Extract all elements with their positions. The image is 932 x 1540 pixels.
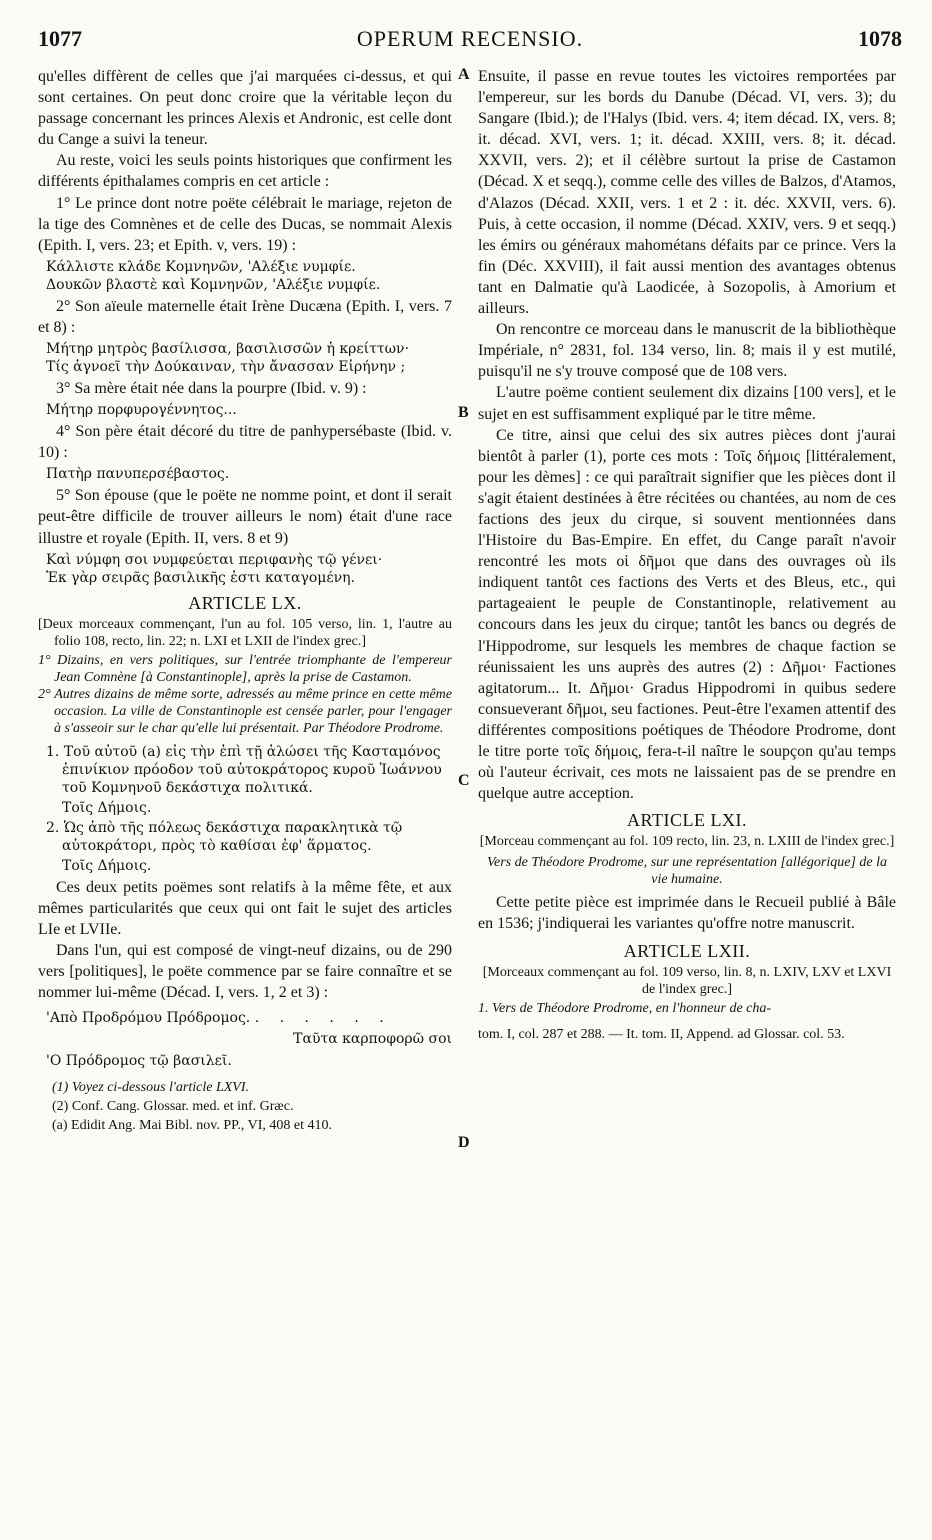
margin-letter-d: D bbox=[458, 1134, 470, 1151]
article-note: [Deux morceaux commençant, l'un au fol. 105 verso, lin. 1, l'autre au folio 108, recto, lin. 22; n. LXI et LXII de l'index grec.] bbox=[38, 616, 452, 649]
left-column bbox=[38, 66, 452, 1135]
greek-verse: Ἐκ γὰρ σειρᾶς βασιλικῆς ἐστι καταγομένη. bbox=[46, 569, 355, 586]
ellipsis-dots: . . . . . . bbox=[254, 1010, 392, 1027]
paragraph: Ensuite, il passe en revue toutes les victoires remportées par l'empereur, sur les bords du Danube (Décad. VI, vers. 3); du Sangare (Ibid.); de l'Halys (Ibid. vers. 4; item décad. IX, vers. 8; it. décad. XVI, vers. 1; it. décad. XXIII, vers. 8; it. décad. XXVII, vers. 2); et il célèbre surtout la prise de Castamon (Décad. X et seqq.), comme celle des villes de Balzos, d'Atamos, d'Alazos (Décad. XXII, vers. 1 et 2 : it. déc. XXVII, vers. 6). Puis, à cette occasion, il nomme (Décad. XXIV, vers. 9 et seqq.) les émirs ou généraux mahométans défaits par ce prince. Vers la fin (Déc. XXVIII), il fait aussi mention des avantages obtenus tant en Dalmatie qu'à Laodicée, à Sozopolis, à Amorium et ailleurs. bbox=[478, 68, 896, 318]
greek-verse: Κάλλιστε κλάδε Κομνηνῶν, 'Αλέξιε νυμφίε. bbox=[46, 258, 356, 275]
article-subtitle: Vers de Théodore Prodrome, sur une représentation [allégorique] de la vie humaine. bbox=[487, 855, 887, 888]
article-heading: ARTICLE LXII. bbox=[623, 940, 751, 961]
footnote: (a) Edidit Ang. Mai Bibl. nov. PP., VI, 408 et 410. bbox=[52, 1118, 332, 1134]
footnote-continuation bbox=[478, 1025, 896, 1044]
article-item: 1° Dizains, en vers politiques, sur l'entrée triomphante de l'empereur Jean Comnène [à Constantinople], après la prise de Castamon. bbox=[38, 652, 452, 685]
paragraph: 4° Son père était décoré du titre de panhypersébaste (Ibid. v. 10) : bbox=[38, 423, 452, 462]
margin-letter-a: A bbox=[458, 66, 470, 83]
greek-verse: Δουκῶν βλαστὲ καὶ Κομνηνῶν, 'Αλέξιε νυμφίε. bbox=[46, 276, 381, 293]
paragraph: On rencontre ce morceau dans le manuscrit de la bibliothèque Impériale, n° 2831, fol. 134 verso, lin. 8; mais il y est mutilé, puisqu'il ne s'y trouve composé que de 108 vers. bbox=[478, 321, 896, 381]
paragraph: 3° Sa mère était née dans la pourpre (Ibid. v. 9) : bbox=[56, 380, 367, 398]
paragraph: Cette petite pièce est imprimée dans le Recueil publié à Bâle en 1536; j'indiquerai les variantes qu'offre notre manuscrit. bbox=[478, 894, 896, 933]
margin-letter-c: C bbox=[458, 772, 470, 789]
greek-title: 1. Τοῦ αὐτοῦ (a) εἰς τὴν ἐπὶ τῇ ἁλώσει τῆς Κασταμόνος ἐπινίκιον πρόοδον τοῦ αὐτοκράτορος κυροῦ Ἰωάννου τοῦ Κομνηνοῦ δεκάστιχα πολιτικά. bbox=[46, 743, 442, 796]
greek-verse: 'Ο Πρόδρομος τῷ βασιλεῖ. bbox=[46, 1053, 232, 1070]
paragraph: Ces deux petits poëmes sont relatifs à la même fête, et aux mêmes particularités que ceux qui ont fait le sujet des articles LIe et LVIIe. bbox=[38, 878, 452, 938]
page-number-left: 1077 bbox=[38, 26, 82, 51]
footnote: (1) Voyez ci-dessous l'article LXVI. bbox=[52, 1080, 250, 1096]
paragraph: 2° Son aïeule maternelle était Irène Ducæna (Epith. I, vers. 7 et 8) : bbox=[38, 297, 452, 336]
article-item: 2° Autres dizains de même sorte, adressés au même prince en cette même occasion. La ville de Constantinople est censée parler, pour l'engager à s'asseoir sur le char qu'elle lui présentait. Par Théodore Prodrome. bbox=[38, 686, 452, 736]
paragraph: Dans l'un, qui est composé de vingt-neuf dizains, ou de 290 vers [politiques], le poëte commence par se faire connaître et se nommer lui-même (Décad. I, vers. 1, 2 et 3) : bbox=[38, 941, 452, 1002]
paragraph: L'autre poëme contient seulement dix dizains [100 vers], et le sujet en est suffisamment expliqué par le titre même. bbox=[478, 384, 896, 423]
greek-verse: Ταῦτα καρποφορῶ σοι bbox=[293, 1031, 452, 1048]
paragraph: 1° Le prince dont notre poëte célébrait le mariage, rejeton de la tige des Comnènes et de celle des Ducas, se nommait Alexis (Epith. I, vers. 23; et Epith. v, vers. 19) : bbox=[38, 194, 452, 254]
paragraph: Ce titre, ainsi que celui des six autres pièces dont j'aurai bientôt à parler (1), porte ces mots : Τοῖς δήμοις [littéralement, pour les dèmes] : ce qui paraîtrait signifier que les pièces dont il s'agit étaient destinées à être récitées ou chantées, au nom de ces factions des jeux du cirque, si souvent mentionnées dans l'Histoire du Bas-Empire. En effet, du Cange paraît n'avoir rencontré les mots οἱ δῆμοι que dans des ouvrages où ils indiquent tantôt ces factions des Verts et des Bleus, etc., qui partageaient le peuple de Constantinople, relativement au concours dans les jeux du cirque; tantôt les bancs ou degrés de l'Hippodrome, sur lesquels les membres de chaque faction se réunissaient les uns auprès des autres (2) : Δῆμοι· Factiones agitatorum... It. Δῆμοι· Gradus Hippodromi in quibus sedere consueverant δῆμοι, seu factiones. Peut-être l'examen attentif des différentes compositions poétiques de Théodore Prodrome, dont le titre porte τοῖς δήμοις, fera-t-il naître le soupçon qu'au temps où l'auteur écrivait, ces mots ne laissaient pas de se prendre en quelque autre acception. bbox=[478, 426, 896, 803]
article-item: 1. Vers de Théodore Prodrome, en l'honneur de cha- bbox=[478, 1000, 772, 1016]
greek-title: Τοῖς Δήμοις. bbox=[62, 799, 152, 816]
greek-verse: Μήτηρ μητρὸς βασίλισσα, βασιλισσῶν ἡ κρείττων· bbox=[46, 341, 410, 358]
greek-title: 2. Ὡς ἀπὸ τῆς πόλεως δεκάστιχα παρακλητικὰ τῷ αὐτοκράτορι, πρὸς τὸ καθίσαι ἐφ' ἅρματος. bbox=[46, 819, 403, 854]
greek-verse: Καὶ νύμφη σοι νυμφεύεται περιφανὴς τῷ γένει· bbox=[46, 551, 383, 568]
footnotes bbox=[38, 1078, 452, 1135]
article-heading: ARTICLE LX. bbox=[188, 592, 302, 613]
margin-letter-b: B bbox=[458, 404, 469, 421]
article-note: [Morceau commençant au fol. 109 recto, lin. 23, n. LXIII de l'index grec.] bbox=[479, 834, 895, 850]
page-number-right: 1078 bbox=[858, 26, 902, 51]
greek-verse: Μήτηρ πορφυρογέννητος... bbox=[46, 402, 237, 419]
footnote: (2) Conf. Cang. Glossar. med. et inf. Græc. bbox=[52, 1099, 294, 1115]
paragraph: Au reste, voici les seuls points historiques que confirment les différents épithalames compris en cet article : bbox=[38, 152, 452, 191]
running-title: OPERUM RECENSIO. bbox=[356, 26, 584, 51]
greek-title: Τοῖς Δήμοις. bbox=[62, 857, 152, 874]
paragraph: qu'elles diffèrent de celles que j'ai marquées ci-dessus, et qui sont certaines. On peut donc croire que la véritable leçon du passage concernant les princes Alexis et Andronic, est celle dont du Cange a suivi la teneur. bbox=[38, 68, 452, 149]
footnote: tom. I, col. 287 et 288. — It. tom. II, Append. ad Glossar. col. 53. bbox=[478, 1026, 845, 1042]
page-header bbox=[38, 26, 902, 60]
article-note: [Morceaux commençant au fol. 109 verso, lin. 8, n. LXIV, LXV et LXVI de l'index grec.] bbox=[482, 964, 892, 997]
right-column bbox=[478, 66, 896, 1044]
greek-verse-start: 'Απὸ Προδρόμου Πρόδρομος. bbox=[46, 1010, 251, 1027]
greek-verse: Πατὴρ πανυπερσέβαστος. bbox=[46, 466, 230, 483]
greek-verse bbox=[46, 1009, 452, 1027]
greek-verse: Τίς ἀγνοεῖ τὴν Δούκαιναν, τὴν ἄνασσαν Εἰρήνην ; bbox=[46, 359, 406, 376]
paragraph: 5° Son épouse (que le poëte ne nomme point, et dont il serait peut-être difficile de trouver ailleurs le nom) était d'une race illustre et royale (Epith. II, vers. 8 et 9) bbox=[38, 487, 452, 547]
article-heading: ARTICLE LXI. bbox=[627, 810, 747, 831]
